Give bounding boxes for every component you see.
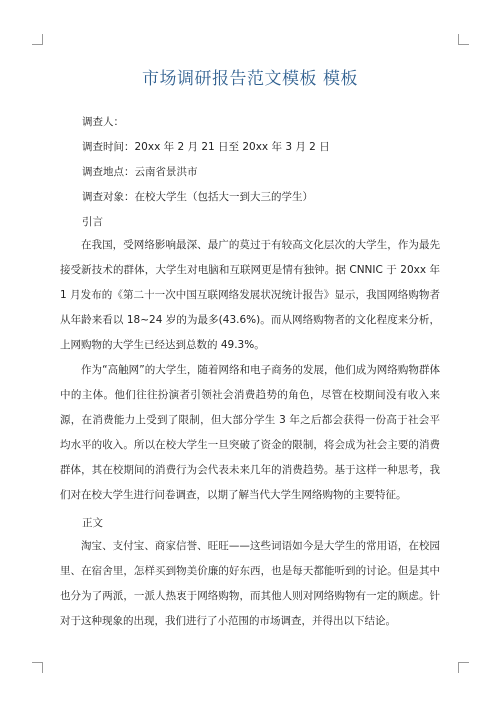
survey-subject-line: 调查对象：在校大学生（包括大一到大三的学生） xyxy=(82,191,313,203)
body-paragraph-1: 淘宝、支付宝、商家信誉、旺旺——这些词语如今是大学生的常用语，在校园里、在宿舍里，怎样买到物美价廉的好东西，也是每天都能听到的讨论。但是其中也分为了两派，一派人热衷于网络购物，而其他人则对网络购物有一定的顾虑。针对于这种现象的出现，我们进行了小范围的市场调查，并得出以下结论。 xyxy=(60,540,440,627)
survey-time-line: 调查时间：20xx 年 2 月 21 日至 20xx 年 3 月 2 日 xyxy=(82,141,330,153)
intro-paragraph-1: 在我国，受网络影响最深、最广的莫过于有较高文化层次的大学生，作为最先接受新技术的群体，大学生对电脑和互联网更是情有独钟。据 CNNIC 于 20xx 年 1 月发布的《第二十一次中国互联网络发展状况统计报告》显示，我国网络购物者从年龄来看以 18~24 岁的为最多(43.6%)。而从网络购物者的文化程度来分析，上网购物的大学生已经达到总数的 49.3%。 xyxy=(60,239,440,351)
intro-heading: 引言 xyxy=(82,216,103,228)
body-heading: 正文 xyxy=(82,517,103,529)
crop-mark-top-left xyxy=(32,34,43,45)
document-title: 市场调研报告范文模板 模板 xyxy=(142,69,358,89)
intro-paragraph-2: 作为“高触网”的大学生，随着网络和电子商务的发展，他们成为网络购物群体中的主体。他们往往扮演者引领社会消费趋势的角色，尽管在校期间没有收入来源，在消费能力上受到了限制，但大部分学生 3 年之后都会获得一份高于社会平均水平的收入。所以在校大学生一旦突破了资金的限制，将会成为社会主要的消费群体，其在校期间的消费行为会代表未来几年的消费趋势。基于这样一种思考，我们对在校大学生进行问卷调查，以期了解当代大学生网络购物的主要特征。 xyxy=(60,364,440,501)
crop-mark-bottom-left xyxy=(32,662,43,673)
crop-mark-bottom-right xyxy=(458,662,469,673)
survey-place-line: 调查地点：云南省景洪市 xyxy=(82,166,198,178)
crop-mark-top-right xyxy=(458,34,469,45)
investigator-line: 调查人： xyxy=(82,116,124,128)
